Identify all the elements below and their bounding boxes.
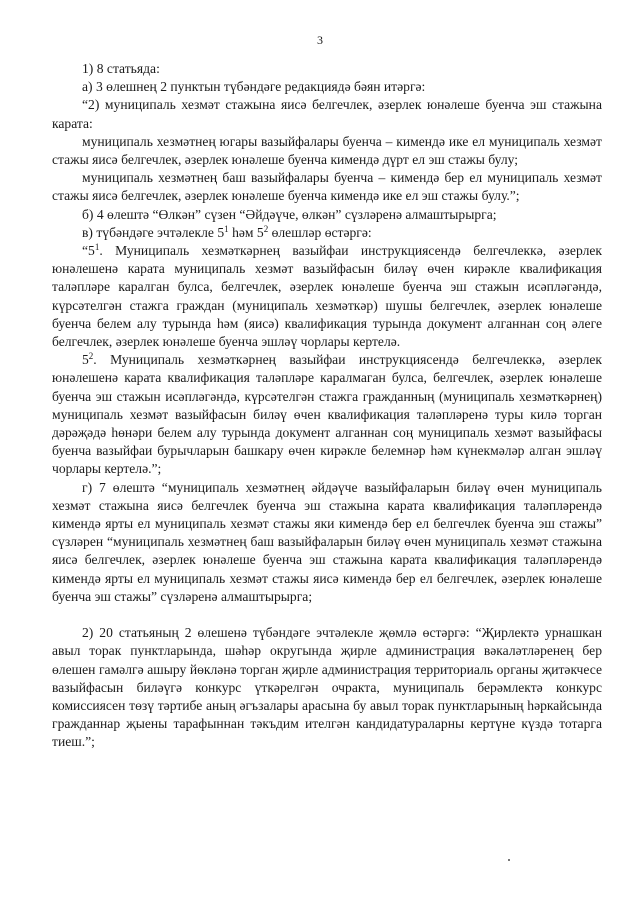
paragraph-1: 1) 8 статьяда: — [82, 61, 160, 76]
scan-speck — [508, 859, 510, 861]
document-body — [52, 60, 602, 752]
paragraph-9 — [52, 351, 602, 478]
superscript: 2 — [88, 351, 94, 362]
paragraph-2: а) 3 өлешнең 2 пунктын түбәндәге редакциядә бәян итәргә: — [82, 79, 426, 95]
paragraph-7-text: в) түбәндәге эчтәлекле 5 — [82, 224, 225, 240]
paragraph-gap — [52, 606, 602, 624]
paragraph-5: муниципаль хезмәтнең баш вазыйфалары буенча – кимендә бер ел муниципаль хезмәт стажы яисә белгечлек, әзерлек юнәлеше буенча кимендә ике ел эш стажы булу.”; — [52, 170, 602, 204]
superscript: 2 — [263, 223, 269, 234]
paragraph-7-mid: һәм 5 — [228, 224, 264, 240]
paragraph-8 — [52, 242, 602, 351]
paragraph-8-lead: “5 — [82, 243, 95, 259]
paragraph-11: 2) 20 статьяның 2 өлешенә түбәндәге эчтәлекле җөмлә өстәргә: “Җирлектә урнашкан авыл торак пунктларында, шәһәр округында җирле администрация вәкаләтләренең бер өлешен гамәлгә ашыру йөкләнә торган җирле администрация территориаль органы җитәкчесе вазыйфасын биләүгә конкурс үткәрелгән очракта, муниципаль берәмлектә конкурс комиссиясен төзү тәртибе аның әгъзалары арасына бу авыл торак пунктларының һәркайсында гражданнар җыены тарафыннан тәкъдим ителгән кандидатураларны кертүне күздә тотарга тиеш.”; — [52, 625, 602, 750]
page-number: 3 — [317, 33, 323, 47]
paragraph-7-tail: өлешләр өстәргә: — [268, 224, 372, 240]
superscript: 1 — [94, 242, 100, 253]
paragraph-3: “2) муниципаль хезмәт стажына яисә белгечлек, әзерлек юнәлеше буенча эш стажына карата: — [52, 97, 602, 131]
paragraph-9-text: . Муниципаль хезмәткәрнең вазыйфаи инструкциясендә белгечлеккә, әзерлек юнәлешенә карата квалификация таләпләре каралмаган булса, белгечлек, әзерлек юнәлеше буенча эш стажын исәпләгәндә, күрсәтелгән стажга гражданның (муниципаль хезмәткәрнең) муниципаль хезмәт вазыйфасын биләү өчен квалификация таләпләренә туры килә торган дәрәҗәдә һөнәри белем алу турында документ алганнан соң муниципаль хезмәт вазыйфасы буенча вазыйфаи бурычларын башкару өчен кирәкле белемнәр һәм күнекмәләр алган эшләү чорлары кертелә.”; — [52, 352, 602, 477]
paragraph-10: г) 7 өлештә “муниципаль хезмәтнең әйдәүче вазыйфаларын биләү өчен муниципаль хезмәт стажына яисә белгечлек буенча эш стажына карата квалификация таләпләрендә кимендә ярты ел муниципаль хезмәт стажы яки кимендә бер ел белгечлек буенча эш стажы” сүзләрен “муниципаль хезмәтнең баш вазыйфаларын биләү өчен муниципаль хезмәт стажына яисә белгечлек, әзерлек юнәлеше буенча эш стажына карата квалификация таләпләрендә кимендә ярты ел муниципаль хезмәт стажы яисә кимендә бер ел белгечлек, әзерлек юнәлеше буенча эш стажы” сүзләренә алмаштырырга; — [52, 479, 602, 604]
paragraph-9-lead: 5 — [82, 352, 89, 368]
paragraph-4: муниципаль хезмәтнең югары вазыйфалары буенча – кимендә ике ел муниципаль хезмәт стажы яисә белгечлек, әзерлек юнәлеше буенча кимендә дүрт ел эш стажы булу; — [52, 133, 602, 168]
superscript: 1 — [224, 223, 229, 234]
paragraph-8-text: . Муниципаль хезмәткәрнең вазыйфаи инструкциясендә белгечлеккә, әзерлек юнәлешенә карата муниципаль хезмәт вазыйфасын биләү өчен кирәкле квалификация таләпләре каралган булса, белгечлек, әзерлек юнәлеше буенча эш стажын исәпләгәндә, күрсәтелгән стажга граждан (муниципаль хезмәткәр) шушы белгечлек, әзерлек юнәлеше буенча белем алу турында һәм (яисә) квалификация турында документ алганнан соң әлеге белгечлек, әзерлек юнәлеше буенча эшләү чорлары кертелә. — [52, 243, 602, 350]
paragraph-7 — [52, 224, 602, 242]
paragraph-6: б) 4 өлештә “Өлкән” сүзен “Әйдәүче, өлкән” сүзләренә алмаштырырга; — [82, 206, 497, 222]
